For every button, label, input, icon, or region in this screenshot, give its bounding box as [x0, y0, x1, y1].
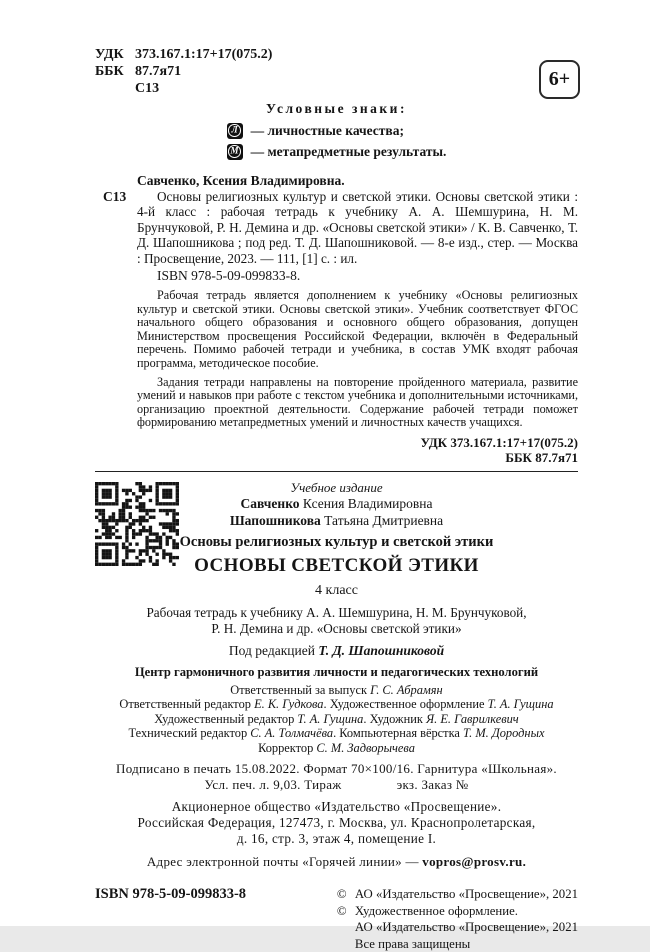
legend-title: Условные знаки:	[266, 101, 407, 116]
annotation-paragraph-2: Задания тетради направлены на повторение пройденного материала, развитие умений и навыков при работе с текстом учебника и дополнительными источниками, организацию проектной деятельности. Содержание рабочей тетради поможет формированию метапредметных умений и личностных качеств учащихся.	[137, 374, 578, 430]
subtitle	[95, 605, 578, 637]
main-title: ОСНОВЫ СВЕТСКОЙ ЭТИКИ	[194, 554, 479, 576]
imprint-author-1: Савченко Ксения Владимировна	[240, 495, 433, 511]
metasubject-results-icon: М	[227, 144, 243, 160]
legend-item-label: — личностные качества;	[250, 122, 404, 138]
copyright-icon: ©	[336, 887, 347, 902]
copyright-line: АО «Издательство «Просвещение», 2021	[354, 920, 578, 935]
publisher-address-line-2: д. 16, стр. 3, этаж 4, помещение I.	[236, 831, 437, 847]
legend-block	[95, 100, 578, 162]
catalog-code: С13	[103, 189, 127, 204]
catalog-author: Савченко, Ксения Владимировна.	[137, 173, 345, 188]
print-info-line-2: Усл. печ. л. 9,03. Тираж экз. Заказ №	[204, 777, 469, 793]
publisher-address-line-1: Российская Федерация, 127473, г. Москва, ул. Краснопролетарская,	[137, 815, 536, 831]
author-code: С13	[135, 81, 160, 96]
personal-qualities-icon: Л	[227, 123, 243, 139]
footer-block	[95, 886, 578, 952]
udk-value: 373.167.1:17+17(075.2)	[135, 47, 273, 62]
legend-item-metasubject	[227, 141, 447, 162]
bbk-label: ББК	[95, 64, 124, 79]
publisher-name: Акционерное общество «Издательство «Просвещение».	[171, 799, 502, 815]
publisher-address	[95, 799, 578, 847]
edited-by-line: Под редакцией Т. Д. Шапошниковой	[228, 642, 445, 658]
legend-item-label: — метапредметные результаты.	[250, 143, 447, 159]
series-title: Основы религиозных культур и светской этики	[179, 533, 494, 550]
credit-line: Корректор С. М. Задворычева	[258, 740, 415, 755]
isbn-footer: ISBN 978-5-09-099833-8	[95, 886, 247, 903]
age-rating-badge: 6+	[539, 60, 580, 99]
catalog-card	[103, 172, 578, 284]
imprint-author-2: Шапошникова Татьяна Дмитриевна	[229, 512, 444, 528]
hotline-email-line: Адрес электронной почты «Горячей линии» — vopros@prosv.ru.	[146, 854, 527, 870]
udk-label: УДК	[95, 47, 124, 62]
copyright-line: © Художественное оформление.	[336, 903, 518, 918]
annotation-paragraph-1: Рабочая тетрадь является дополнением к учебнику «Основы религиозных культур и светской этики. Основы светской этики». Учебник соответствует ФГОС начального общего образования и основного общего образования, допущен Министерством просвещения Российской Федерации, включён в Федеральный перечень. Помимо рабочей тетради и учебника, в состав УМК входят рабочая программа, методическое пособие.	[137, 288, 578, 370]
copyright-line: Все права защищены	[354, 936, 471, 951]
print-info-line-1: Подписано в печать 15.08.2022. Формат 70×100/16. Гарнитура «Школьная».	[116, 761, 557, 777]
grade-line: 4 класс	[315, 582, 358, 598]
codes-footer	[95, 435, 578, 465]
legend-item-personal	[227, 120, 447, 141]
catalog-description: Основы религиозных культур и светской этики. Основы светской этики : 4-й класс : рабочая тетрадь к учебнику А. А. Шемшурина, Н. М. Брунчуковой, Р. Н. Демина и др. «Основы светской этики» / К. В. Савченко, Т. Д. Шапошникова ; под ред. Т. Д. Шапошниковой. — 8-е изд., стер. — Москва : Просвещение, 2023. — 111, [1] с. : ил.	[137, 189, 578, 266]
catalog-isbn: ISBN 978-5-09-099833-8.	[157, 268, 301, 284]
edition-type: Учебное издание	[290, 479, 383, 495]
staff-credits	[95, 683, 578, 756]
credit-line: Технический редактор С. А. Толмачёва. Компьютерная вёрстка Т. М. Дородных	[128, 726, 545, 741]
subtitle-line-1: Рабочая тетрадь к учебнику А. А. Шемшурина, Н. М. Брунчуковой,	[146, 604, 527, 620]
imprint-section	[95, 472, 578, 871]
copyright-line: © АО «Издательство «Просвещение», 2021	[336, 887, 578, 902]
copyright-block	[337, 886, 578, 952]
subtitle-line-2: Р. Н. Демина и др. «Основы светской этики»	[211, 620, 462, 636]
copyright-icon: ©	[336, 903, 347, 918]
credit-line: Художественный редактор Т. А. Гущина. Художник Я. Е. Гаврилкевич	[154, 711, 519, 726]
bbk-value: 87.7я71	[135, 64, 182, 79]
print-info	[95, 761, 578, 793]
bbk-footer: ББК 87.7я71	[505, 449, 578, 465]
udk-footer: УДК 373.167.1:17+17(075.2)	[420, 434, 578, 450]
credit-line: Ответственный редактор Е. К. Гудкова. Художественное оформление Т. А. Гущина	[119, 697, 554, 712]
bibliographic-codes	[95, 46, 578, 97]
qr-code	[95, 482, 179, 566]
credit-line: Ответственный за выпуск Г. С. Абрамян	[230, 682, 443, 697]
center-organization: Центр гармоничного развития личности и педагогических технологий	[134, 664, 539, 679]
